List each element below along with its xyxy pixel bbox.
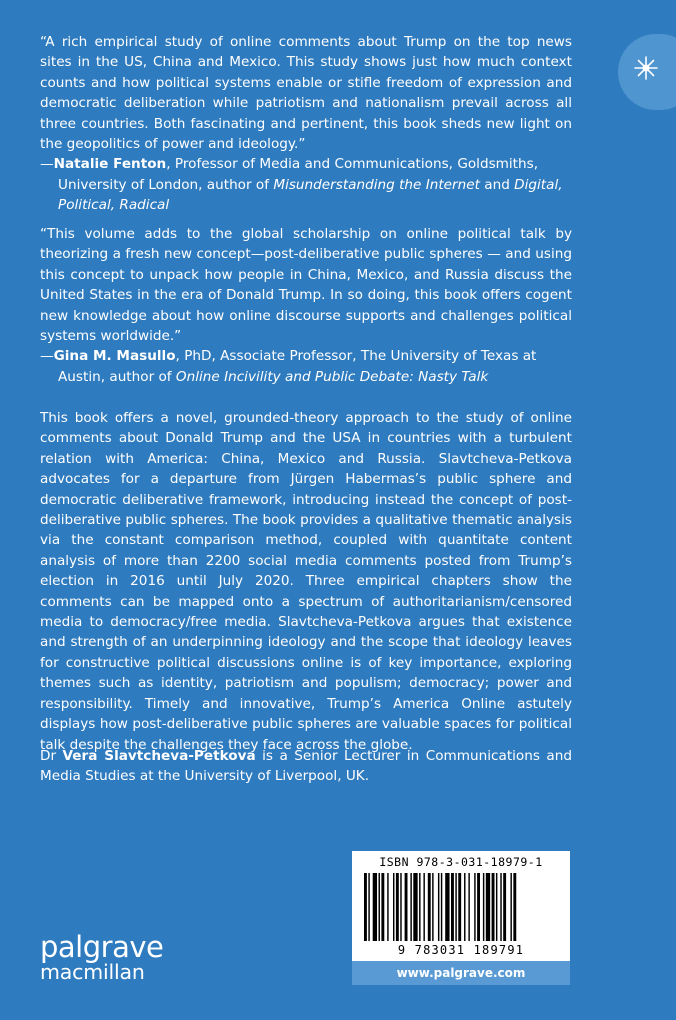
author-bio: [40, 746, 572, 787]
barcode-bar: [432, 873, 433, 941]
barcode-bar: [510, 873, 511, 941]
barcode-digits: 9 783031 189791: [397, 943, 525, 957]
publisher-logo: [40, 930, 164, 984]
barcode-bars: [364, 873, 558, 943]
palgrave-asterisk-icon: [632, 54, 660, 82]
endorsement-quote: “A rich empirical study of online comments about Trump on the top news sites in the US, China and Mexico. This study shows just how much context counts and how political systems enable or stifle freedom of expression and democratic deliberation while patriotism and nationalism prevail across all three countries. Both fascinating and pertinent, this book sheds new light on the geopolitics of power and ideology.”: [40, 34, 572, 153]
barcode-bar: [413, 873, 417, 941]
barcode-bar: [410, 873, 411, 941]
barcode-bar: [405, 873, 408, 941]
barcode-bar: [477, 873, 480, 941]
work-title: Online Incivility and Public Debate: Nasty Talk: [175, 368, 489, 385]
barcode-bar: [468, 873, 469, 941]
author-name: Vera Slavtcheva-Petkova: [62, 748, 256, 764]
barcode-bar: [458, 873, 461, 941]
barcode-bar: [423, 873, 424, 941]
endorser-name: Natalie Fenton: [53, 156, 167, 173]
barcode-bar: [379, 873, 380, 941]
barcode-bar: [438, 873, 439, 941]
publisher-name-line1: palgrave: [40, 930, 164, 964]
book-description: [40, 408, 572, 755]
bio-text: Dr Vera Slavtcheva-Petkova is a Senior Lecturer in Communications and Media Studies at the University of Liverpool, UK.: [40, 748, 572, 785]
endorsement-masullo: [40, 224, 572, 387]
barcode-bar: [364, 873, 367, 941]
barcode-bar: [419, 873, 420, 941]
barcode-bar: [503, 873, 506, 941]
endorsement-attribution: —Natalie Fenton, Professor of Media and Communications, Goldsmiths, University of London, author of Misunderstanding the Internet and Digital, Political, Radical: [40, 156, 563, 214]
barcode-bar: [393, 873, 394, 941]
barcode-bar: [496, 873, 497, 941]
series-logo-tab: [618, 34, 676, 110]
barcode-bar: [451, 873, 454, 941]
isbn-label: ISBN 978-3-031-18979-1: [379, 855, 543, 869]
endorsement-fenton: [40, 32, 572, 216]
barcode-bar: [441, 873, 442, 941]
barcode-bar: [500, 873, 501, 941]
barcode-bar: [368, 873, 369, 941]
barcode-bar: [483, 873, 484, 941]
publisher-url: www.palgrave.com: [352, 961, 570, 985]
barcode-bar: [387, 873, 388, 941]
work-title: Digital, Political, Radical: [58, 176, 563, 214]
barcode-bar: [455, 873, 456, 941]
work-title: Misunderstanding the Internet: [273, 176, 480, 193]
barcode-bar: [486, 873, 490, 941]
barcode-bar: [464, 873, 465, 941]
isbn-barcode: [352, 851, 570, 961]
publisher-name-line2: macmillan: [40, 960, 145, 984]
barcode-bar: [400, 873, 401, 941]
barcode-bar: [474, 873, 475, 941]
barcode-bar: [445, 873, 449, 941]
barcode-bar: [373, 873, 377, 941]
endorsement-attribution: —Gina M. Masullo, PhD, Associate Professor, The University of Texas at Austin, author of Online Incivility and Public Debate: Nasty Talk: [40, 348, 537, 385]
endorsement-quote: “This volume adds to the global scholarship on online political talk by theorizing a fresh new concept—post-deliberative public spheres — and using this concept to unpack how people in China, Mexico, and Russia discuss the United States in the era of Donald Trump. In so doing, this book offers cogent new knowledge about how online discourse supports and challenges political systems worldwide.”: [40, 226, 572, 345]
description-text: This book offers a novel, grounded-theory approach to the study of online comments about Donald Trump and the USA in countries with a turbulent relation with America: China, Mexico and Russia. Slavtcheva-Petkova advocates for a departure from Jürgen Habermas’s public sphere and democratic deliberative framework, introducing instead the concept of post-deliberative public spheres. The book provides a qualitative thematic analysis via the constant comparison method, coupled with quantitate content analysis of more than 2200 social media comments posted from Trump’s election in 2016 until July 2020. Three empirical chapters show the comments can be mapped onto a spectrum of authoritarianism/censored media to democracy/free media. Slavtcheva-Petkova argues that existence and strength of an underpinning ideology and the scope that ideology leaves for constructive political discussions online is of key importance, exploring themes such as identity, patriotism and populism; democracy; power and responsibility. Timely and innovative, Trump’s America Online astutely displays how post-deliberative public spheres are valuable spaces for political talk despite the challenges they face across the globe.: [40, 410, 572, 753]
barcode-bar: [381, 873, 384, 941]
barcode-bar: [428, 873, 431, 941]
barcode-bar: [492, 873, 495, 941]
barcode-bar: [513, 873, 516, 941]
barcode-bar: [396, 873, 399, 941]
endorser-name: Gina M. Masullo: [53, 348, 176, 365]
